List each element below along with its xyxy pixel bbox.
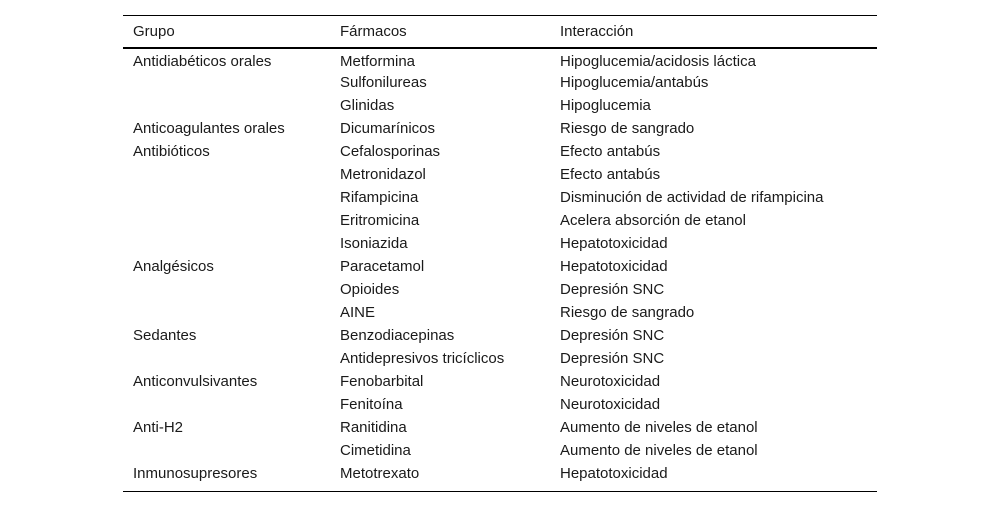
table-row <box>123 140 877 163</box>
cell-farmaco: Glinidas <box>340 97 395 114</box>
header-interaccion: Interacción <box>560 23 634 40</box>
cell-grupo <box>123 186 330 209</box>
cell-farmaco: Metronidazol <box>340 166 426 183</box>
cell-interaccion: Depresión SNC <box>560 327 665 344</box>
cell-interaccion: Aumento de niveles de etanol <box>560 419 758 436</box>
table-row <box>123 439 877 462</box>
cell-farmaco: Rifampicina <box>340 189 419 206</box>
table-row <box>123 416 877 439</box>
drug-interaction-table <box>123 15 877 492</box>
cell-farmaco: AINE <box>340 304 376 321</box>
cell-grupo: Antidiabéticos orales <box>133 52 272 70</box>
cell-grupo <box>123 301 330 324</box>
table-row <box>123 347 877 370</box>
cell-interaccion: Aumento de niveles de etanol <box>560 442 758 459</box>
table-row <box>123 232 877 255</box>
cell-grupo <box>123 439 330 462</box>
cell-interaccion: Efecto antabús <box>560 166 661 183</box>
cell-interaccion: Efecto antabús <box>560 143 661 160</box>
cell-grupo <box>123 163 330 186</box>
cell-grupo: Anticonvulsivantes <box>133 373 258 390</box>
header-grupo: Grupo <box>133 23 175 40</box>
table-row <box>123 324 877 347</box>
cell-interaccion: Hepatotoxicidad <box>560 464 668 482</box>
cell-grupo <box>123 393 330 416</box>
cell-interaccion: Hipoglucemia/antabús <box>560 74 709 91</box>
cell-interaccion: Acelera absorción de etanol <box>560 212 746 229</box>
cell-farmaco: Paracetamol <box>340 258 425 275</box>
table-body <box>123 48 877 491</box>
cell-grupo <box>123 94 330 117</box>
cell-farmaco: Metformina <box>340 52 416 70</box>
table-row <box>123 48 877 71</box>
cell-grupo <box>123 209 330 232</box>
table-row <box>123 370 877 393</box>
table-row <box>123 209 877 232</box>
cell-farmaco: Antidepresivos tricíclicos <box>340 350 505 367</box>
table-row <box>123 462 877 491</box>
table-header <box>123 16 877 49</box>
cell-farmaco: Opioides <box>340 281 400 298</box>
cell-farmaco: Cefalosporinas <box>340 143 441 160</box>
cell-interaccion: Disminución de actividad de rifampicina <box>560 189 824 206</box>
cell-interaccion: Riesgo de sangrado <box>560 304 695 321</box>
table-row <box>123 255 877 278</box>
cell-interaccion: Neurotoxicidad <box>560 373 661 390</box>
table-row <box>123 71 877 94</box>
header-farmacos: Fármacos <box>340 23 407 40</box>
cell-farmaco: Fenobarbital <box>340 373 424 390</box>
cell-grupo: Anticoagulantes orales <box>133 120 285 137</box>
cell-interaccion: Depresión SNC <box>560 350 665 367</box>
cell-farmaco: Eritromicina <box>340 212 420 229</box>
table-row <box>123 186 877 209</box>
cell-farmaco: Sulfonilureas <box>340 74 427 91</box>
cell-grupo: Antibióticos <box>133 143 210 160</box>
table-row <box>123 301 877 324</box>
cell-interaccion: Hipoglucemia/acidosis láctica <box>560 52 756 70</box>
cell-interaccion: Hipoglucemia <box>560 97 651 114</box>
table-row <box>123 163 877 186</box>
cell-interaccion: Riesgo de sangrado <box>560 120 695 137</box>
cell-grupo: Anti-H2 <box>133 419 184 436</box>
interaction-table-container <box>123 15 877 492</box>
cell-grupo <box>123 71 330 94</box>
table-row <box>123 393 877 416</box>
cell-interaccion: Neurotoxicidad <box>560 396 661 413</box>
cell-farmaco: Cimetidina <box>340 442 411 459</box>
cell-grupo <box>123 278 330 301</box>
cell-farmaco: Isoniazida <box>340 235 408 252</box>
cell-grupo: Analgésicos <box>133 258 214 275</box>
cell-farmaco: Metotrexato <box>340 464 420 482</box>
table-row <box>123 94 877 117</box>
table-row <box>123 117 877 140</box>
table-row <box>123 278 877 301</box>
cell-grupo: Sedantes <box>133 327 197 344</box>
cell-farmaco: Fenitoína <box>340 396 403 413</box>
cell-interaccion: Hepatotoxicidad <box>560 235 668 252</box>
cell-grupo: Inmunosupresores <box>133 464 258 482</box>
header-row <box>123 16 877 49</box>
cell-farmaco: Ranitidina <box>340 419 407 436</box>
cell-grupo <box>123 232 330 255</box>
cell-farmaco: Benzodiacepinas <box>340 327 455 344</box>
cell-interaccion: Hepatotoxicidad <box>560 258 668 275</box>
cell-interaccion: Depresión SNC <box>560 281 665 298</box>
cell-farmaco: Dicumarínicos <box>340 120 436 137</box>
cell-grupo <box>123 347 330 370</box>
